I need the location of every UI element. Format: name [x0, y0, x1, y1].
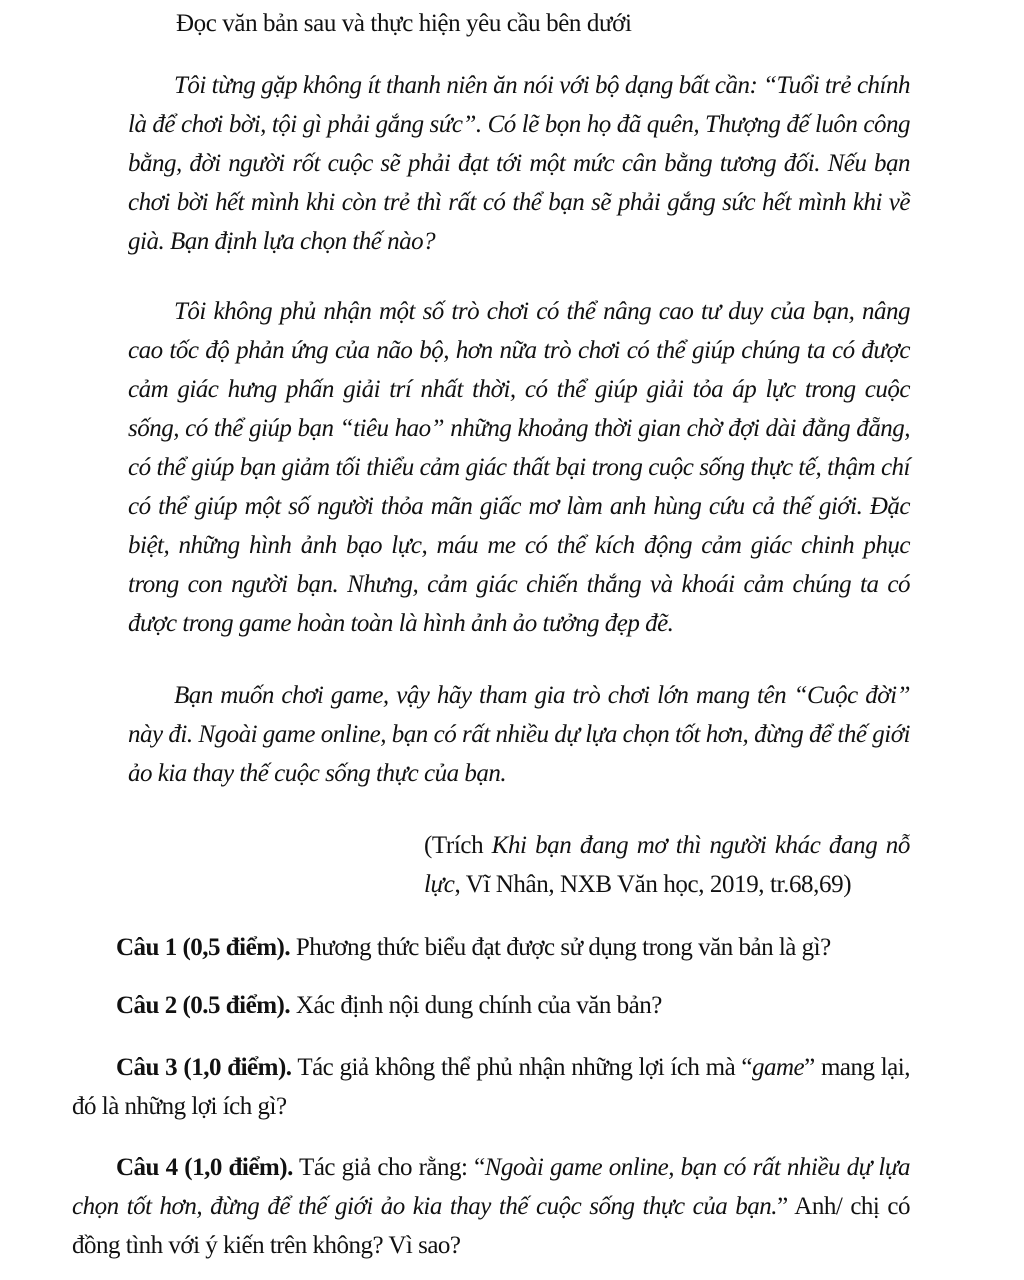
question-4: [72, 1148, 910, 1265]
instruction-heading: Đọc văn bản sau và thực hiện yêu cầu bên dưới: [176, 10, 632, 37]
question-3-italic: game: [752, 1054, 805, 1081]
question-1-label: Câu 1 (0,5 điểm).: [116, 934, 291, 961]
question-1: [72, 928, 910, 967]
question-4-text-before: Tác giả cho rằng: “: [292, 1154, 485, 1181]
question-2-text: Xác định nội dung chính của văn bản?: [290, 992, 662, 1019]
question-1-text: Phương thức biểu đạt được sử dụng trong văn bản là gì?: [290, 934, 831, 961]
question-4-label: Câu 4 (1,0 điểm).: [116, 1154, 293, 1181]
citation-title: Khi bạn đang mơ thì người khác đang nỗ lực: [424, 832, 910, 898]
question-2: [72, 986, 910, 1025]
question-3-label: Câu 3 (1,0 điểm).: [116, 1054, 292, 1081]
passage-paragraph-2: Tôi không phủ nhận một số trò chơi có thể nâng cao tư duy của bạn, nâng cao tốc độ phản ứng của não bộ, hơn nữa trò chơi có thể giúp chúng ta có được cảm giác hưng phấn giải trí nhất thời, có thể giúp giải tỏa áp lực trong cuộc sống, có thể giúp bạn “tiêu hao” những khoảng thời gian chờ đợi dài đằng đẵng, có thể giúp bạn giảm tối thiểu cảm giác thất bại trong cuộc sống thực tế, thậm chí có thể giúp một số người thỏa mãn giấc mơ làm anh hùng cứu cả thế giới. Đặc biệt, những hình ảnh bạo lực, máu me có thể kích động cảm giác chinh phục trong con người bạn. Nhưng, cảm giác chiến thắng và khoái cảm chúng ta có được trong game hoàn toàn là hình ảnh ảo tưởng đẹp đẽ.: [128, 298, 910, 637]
citation-prefix: (Trích: [424, 832, 492, 859]
citation-suffix: , Vĩ Nhân, NXB Văn học, 2019, tr.68,69): [454, 871, 852, 898]
question-4-italic: Ngoài game online, bạn có rất nhiều dự lựa chọn tốt hơn, đừng để thế giới ảo kia thay thế cuộc sống thực của bạn.: [72, 1154, 910, 1220]
source-citation: [424, 826, 910, 904]
question-4-text-after: ” Anh/ chị có đồng tình với ý kiến trên không? Vì sao?: [72, 1193, 910, 1259]
passage-paragraph-1: Tôi từng gặp không ít thanh niên ăn nói với bộ dạng bất cần: “Tuổi trẻ chính là để chơi bời, tội gì phải gắng sức”. Có lẽ bọn họ đã quên, Thượng đế luôn công bằng, đời người rốt cuộc sẽ phải đạt tới một mức cân bằng tương đối. Nếu bạn chơi bời hết mình khi còn trẻ thì rất có thể bạn sẽ phải gắng sức hết mình khi về già. Bạn định lựa chọn thế nào?: [128, 72, 910, 255]
question-2-label: Câu 2 (0.5 điểm).: [116, 992, 291, 1019]
question-3: [72, 1048, 910, 1126]
passage-paragraph-3: Bạn muốn chơi game, vậy hãy tham gia trò chơi lớn mang tên “Cuộc đời” này đi. Ngoài game online, bạn có rất nhiều dự lựa chọn tốt hơn, đừng để thế giới ảo kia thay thế cuộc sống thực của bạn.: [128, 682, 910, 787]
question-3-text-before: Tác giả không thể phủ nhận những lợi ích mà “: [291, 1054, 752, 1081]
question-3-text-after: ” mang lại, đó là những lợi ích gì?: [72, 1054, 910, 1120]
